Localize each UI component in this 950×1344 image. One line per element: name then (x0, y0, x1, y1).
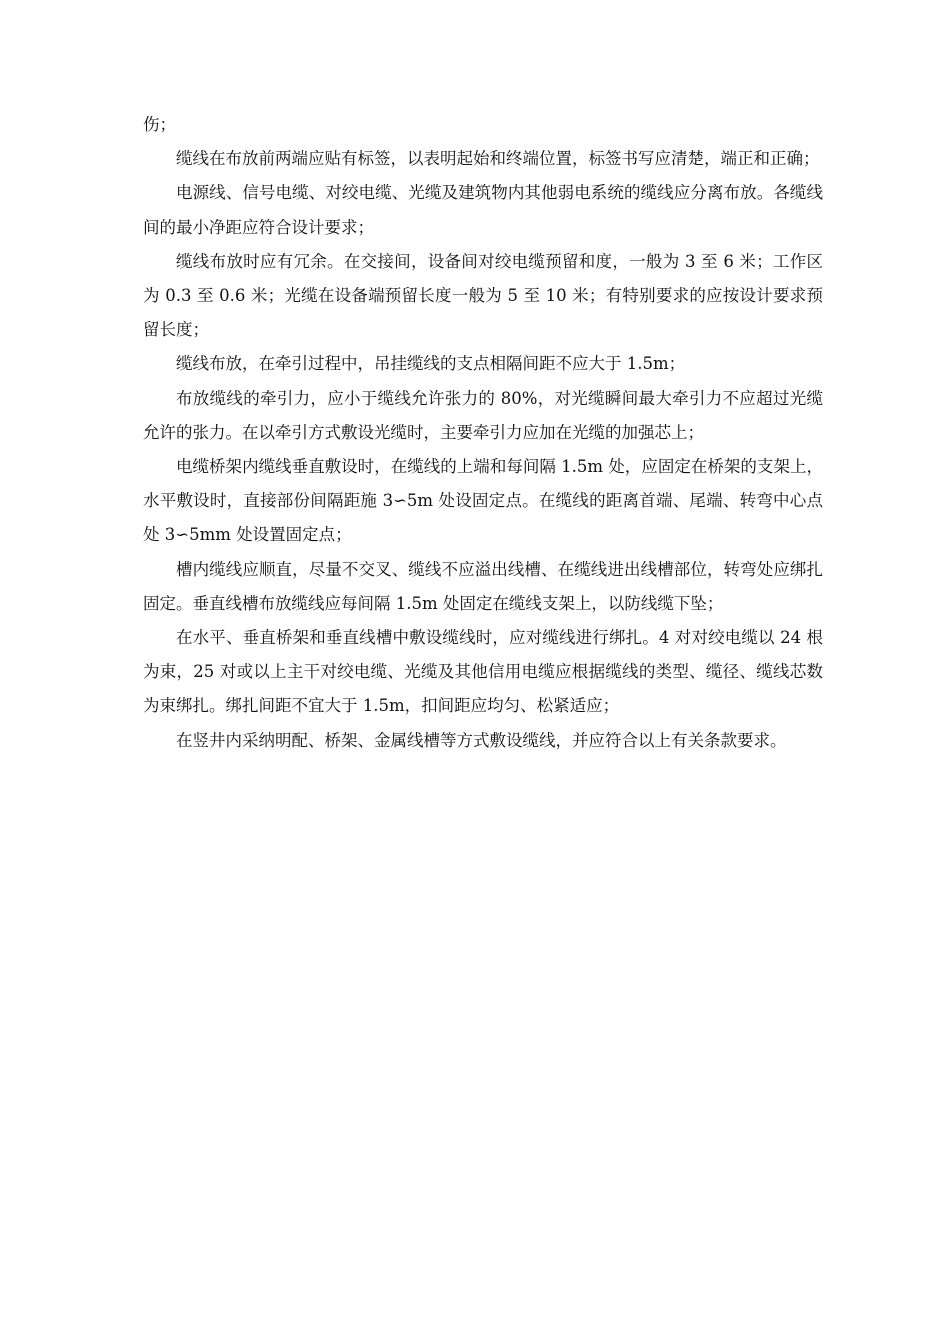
paragraph-continuation: 伤； (143, 115, 176, 134)
paragraph-cable-slack: 缆线布放时应有冗余。在交接间，设备间对绞电缆预留和度，一般为 3 至 6 米；工作区为 0.3 至 0.6 米；光缆在设备端预留长度一般为 5 至 10 米；有特别要求的应按设计要求预留长度； (143, 251, 823, 340)
paragraph-cable-separation: 电源线、信号电缆、对绞电缆、光缆及建筑物内其他弱电系统的缆线应分离布放。各缆线间的最小净距应符合设计要求； (143, 183, 823, 237)
paragraph-bundling: 在水平、垂直桥架和垂直线槽中敷设缆线时，应对缆线进行绑扎。4 对对绞电缆以 24 根为束，25 对或以上主干对绞电缆、光缆及其他信用电缆应根据缆线的类型、缆径、缆线芯数为束绑扎。绑扎间距不宜大于 1.5m，扣间距应均匀、松紧适应； (143, 628, 823, 716)
paragraph-trough-routing: 槽内缆线应顺直，尽量不交叉、缆线不应溢出线槽、在缆线进出线槽部位，转弯处应绑扎固定。垂直线槽布放缆线应每间隔 1.5m 处固定在缆线支架上，以防线缆下坠； (143, 559, 823, 613)
paragraph-shaft-installation: 在竖井内采纳明配、桥架、金属线槽等方式敷设缆线，并应符合以上有关条款要求。 (176, 730, 787, 750)
paragraph-support-spacing: 缆线布放，在牵引过程中，吊挂缆线的支点相隔间距不应大于 1.5m； (176, 354, 686, 374)
paragraph-cable-labels: 缆线在布放前两端应贴有标签，以表明起始和终端位置，标签书写应清楚，端正和正确； (176, 149, 820, 169)
document-page (143, 108, 823, 758)
paragraph-tray-fixing: 电缆桥架内缆线垂直敷设时，在缆线的上端和每间隔 1.5m 处，应固定在桥架的支架上，水平敷设时，直接部份间隔距施 3∽5m 处设固定点。在缆线的距离首端、尾端、转弯中心点处 3∽5mm 处设置固定点； (143, 457, 823, 545)
paragraph-pulling-tension: 布放缆线的牵引力，应小于缆线允许张力的 80%，对光缆瞬间最大牵引力不应超过光缆允许的张力。在以牵引方式敷设光缆时，主要牵引力应加在光缆的加强芯上； (143, 388, 823, 442)
